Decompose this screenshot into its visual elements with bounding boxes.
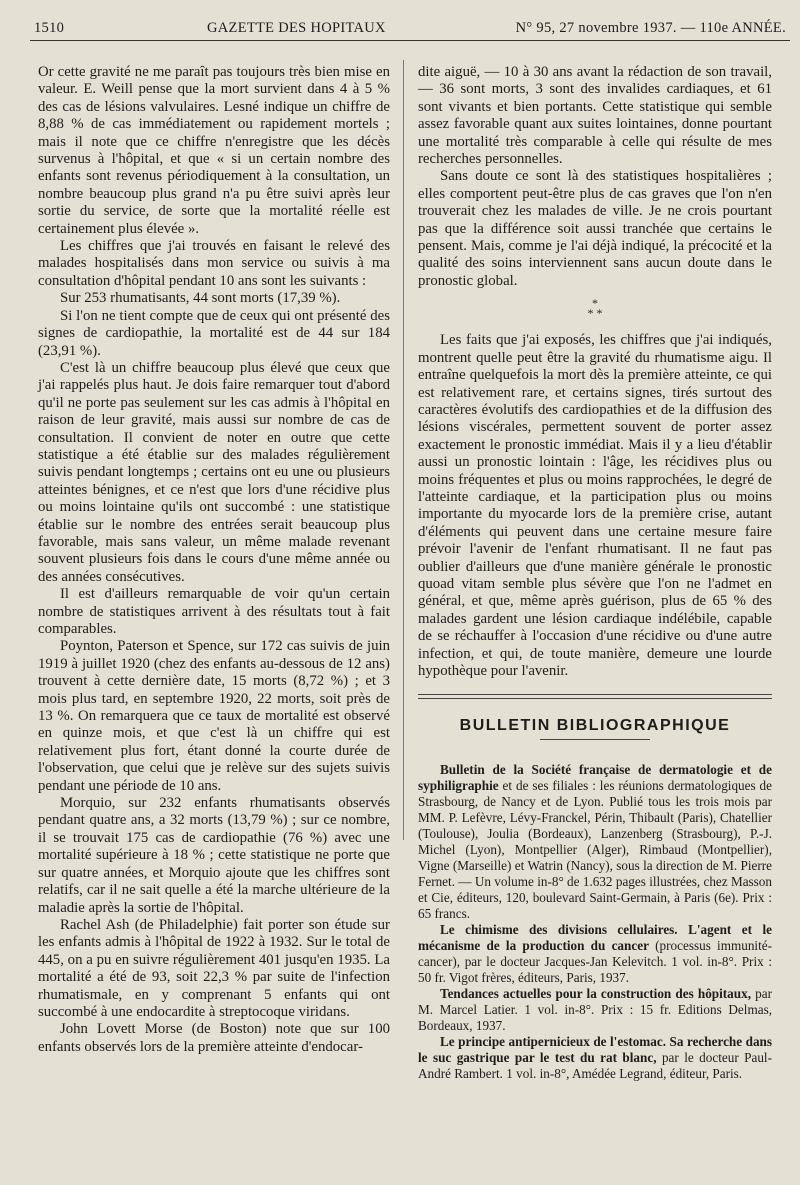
issue-date: N° 95, 27 novembre 1937. — 110e ANNÉE. xyxy=(515,20,786,36)
paragraph: Sur 253 rhumatisants, 44 sont morts (17,39 %). xyxy=(60,290,341,307)
paragraph: Rachel Ash (de Philadelphie) fait porter son étude sur les enfants admis à l'hôpital de 1922 à 1932. Sur le total de 445, on a pu en suivre régulièrement 401 jusqu'en 1935. La mortalité a été de 93, soit 22,3 % par suite de l'infection rhumatismale, en y comprenant 5 enfants qui ont succombé à une endocardite à streptocoque viridans. xyxy=(38,916,390,1020)
paragraph: Les faits que j'ai exposés, les chiffres que j'ai indiqués, montrent quelle peut être la gravité du rhumatisme aigu. Il entraîne quelquefois la mort dès la première atteinte, ce qui est relativement rare, et certains signes, tirés surtout des caractères évolutifs des cardiopathies et de la diffusion des lésions viscérales, permettent souvent de porter assez exactement le pronostic immédiat. Mais il y a lieu d'établir aussi un pronostic lointain : l'âge, les récidives plus ou moins fréquentes et plus ou moins rapprochées, le degré de l'atteinte cardiaque, et la participation plus ou moins importante du myocarde lors de la première crise, autant d'éléments qui peuvent dans une certaine mesure faire prévoir l'avenir de l'enfant rhumatisant. Il ne faut pas oublier d'ailleurs que d'une manière générale le pronostic quoad vitam semble plus sévère que l'on ne l'admet en général, et que, même après guérison, plus de 65 % des malades gardent une lésion cardiaque indélébile, capable de se réchauffer à l'occasion d'une récidive ou d'une autre infection, et qui, de toute manière, demeure une lourde hypothèque pour l'avenir. xyxy=(418,332,772,679)
paragraph: Les chiffres que j'ai trouvés en faisant le relevé des malades hospitalisés dans mon service ou suivis à ma consultation d'hôpital pendant 10 ans sont les suivants : xyxy=(38,238,390,289)
bib-title: Le chimisme des divisions cellulaires. L'agent et le mécanisme de la production du cancer xyxy=(418,921,772,953)
bib-details: par M. Marcel Latier. 1 vol. in-8°. Prix : 15 fr. Editions Delmas, Bordeaux, 1937. xyxy=(418,985,772,1033)
bib-entry xyxy=(418,1034,772,1082)
bib-details: par le docteur Paul-André Rambert. 1 vol. in-8°, Amédée Legrand, éditeur, Paris. xyxy=(418,1049,772,1081)
bib-entry xyxy=(418,762,772,922)
paragraph: Sans doute ce sont là des statistiques hospitalières ; elles comportent peut-être plus de cas graves que l'on n'en trouverait chez les malades de ville. Je ne crois pourtant pas que la différence soit aussi tranchée que certains le pensent. Mais, comme je l'ai déjà indiqué, la précocité et la qualité des soins interviennent sans aucun doute dans le pronostic global. xyxy=(418,168,772,289)
page-number: 1510 xyxy=(34,20,65,36)
paragraph: Morquio, sur 232 enfants rhumatisants observés pendant quatre ans, a 32 morts (13,79 %) ; sur ce nombre, il se trouvait 175 cas de cardiopathie (76 %) avec une mortalité supérieure à 18 % ; cette statistique ne porte que sur quatre années, et Morquio ajoute que les chiffres sont relatifs, car il ne sait quelle a été la marche ultérieure de la maladie après la sortie de l'hôpital. xyxy=(38,795,390,916)
paragraph: C'est là un chiffre beaucoup plus élevé que ceux que j'ai rappelés plus haut. Je dois faire remarquer tout d'abord qu'il ne porte pas seulement sur les cas admis à l'hôpital en raison de leur gravité, mais aussi sur nombre de cas de consultation. Il convient de noter en outre que cette statistique a été établie sur des malades régulièrement suivis pendant longtemps ; certains ont eu une ou plusieurs atteintes bénignes, et ce n'est que lors d'une récidive plus ou moins lointaine qu'ils ont succombé : une statistique établie sur le nombre des entrées serait beaucoup plus favorable, mais sans valeur, un même malade revenant souvent plusieurs fois dans le cours d'une même année ou des années consécutives. xyxy=(38,359,390,585)
paragraph: Poynton, Paterson et Spence, sur 172 cas suivis de juin 1919 à juillet 1920 (chez des enfants au-dessous de 12 ans) trouvent à cette dernière date, 15 morts (8,72 %) ; et 3 mois plus tard, en septembre 1920, 22 morts, soit près de 13 %. On remarquera que ce taux de mortalité est observé en quinze mois, et que c'est là un chiffre qui est relativement plus fort, étant donné la courte durée de l'observation, que celui que je relève sur des sujets suivis pendant une période de 10 ans. xyxy=(38,638,390,794)
paragraph: Si l'on ne tient compte que de ceux qui ont présenté des signes de cardiopathie, la mortalité est de 44 sur 184 (23,91 %). xyxy=(38,307,390,359)
paragraph: John Lovett Morse (de Boston) note que sur 100 enfants observés lors de la première atteinte d'endocar- xyxy=(38,1021,390,1055)
bib-entry xyxy=(418,986,772,1034)
left-column xyxy=(38,64,390,1056)
bulletin-title: BULLETIN BIBLIOGRAPHIQUE xyxy=(459,717,731,735)
bib-title: Tendances actuelles pour la construction des hôpitaux, xyxy=(440,985,752,1001)
bib-entry xyxy=(418,922,772,986)
bib-title: Le principe antipernicieux de l'estomac. Sa recherche dans le suc gastrique par le test du rat blanc, xyxy=(418,1033,772,1065)
bib-title: Bulletin de la Société française de dermatologie et de syphiligraphie xyxy=(418,761,772,793)
header-rule xyxy=(30,40,790,41)
bib-details: (processus immunité-cancer), par le docteur Jacques-Jan Kelevitch. 1 vol. in-8°. Prix : 50 fr. Vigot frères, éditeurs, Paris, 1937. xyxy=(418,937,772,985)
double-rule xyxy=(418,694,772,699)
section-separator: * * * xyxy=(587,296,603,321)
bib-details: et de ses filiales : les réunions dermatologiques de Strasbourg, de Nancy et de Lyon. Publié tous les trois mois par MM. P. Lefèvre, Lévy-Franckel, Périn, Thibault (Paris), Chatellier (Toulouse), Joulia (Bordeaux), Lanzenberg (Strasbourg), P.-J. Michel (Lyon), Montpellier (Alger), Rimbaud (Montpellier), Vigne (Marseille) et Watrin (Nancy), sous la direction de M. Pierre Fernet. — Un volume in-8° de 1.632 pages illustrées, chez Masson et Cie, éditeurs, 120, boulevard Saint-Germain, à Paris (6e). Prix : 65 francs. xyxy=(418,777,772,921)
right-column xyxy=(418,64,772,1082)
journal-title: GAZETTE DES HOPITAUX xyxy=(207,20,386,36)
page-header xyxy=(34,14,786,38)
paragraph: Or cette gravité ne me paraît pas toujours très bien mise en valeur. E. Weill pense que la mort survient dans 4 à 5 % des cas de lésions valvulaires. Lesné indique un chiffre de 8,88 % de cas immédiatement ou rapidement mortels ; mais il note que ce chiffre n'enregistre que les décès survenus à l'hôpital, et que « si un certain nombre des enfants sont revenus périodiquement à la consultation, un nombre beaucoup plus grand n'a pu être suivi après leur sortie du service, de sorte que la mortalité réelle est certainement plus élevée ». xyxy=(38,64,390,237)
title-rule xyxy=(540,739,650,740)
column-divider xyxy=(403,60,404,840)
paragraph: dite aiguë, — 10 à 30 ans avant la rédaction de son travail, — 36 sont morts, 3 sont des invalides cardiaques, et 61 sont vivants et bien portants. Cette statistique qui semble assez favorable quant aux suites lointaines, donne pourtant une mortalité très comparable à celle qui résulte de mes recherches personnelles. xyxy=(418,64,772,168)
paragraph: Il est d'ailleurs remarquable de voir qu'un certain nombre de statistiques arrivent à des résultats tout à fait comparables. xyxy=(38,586,390,637)
